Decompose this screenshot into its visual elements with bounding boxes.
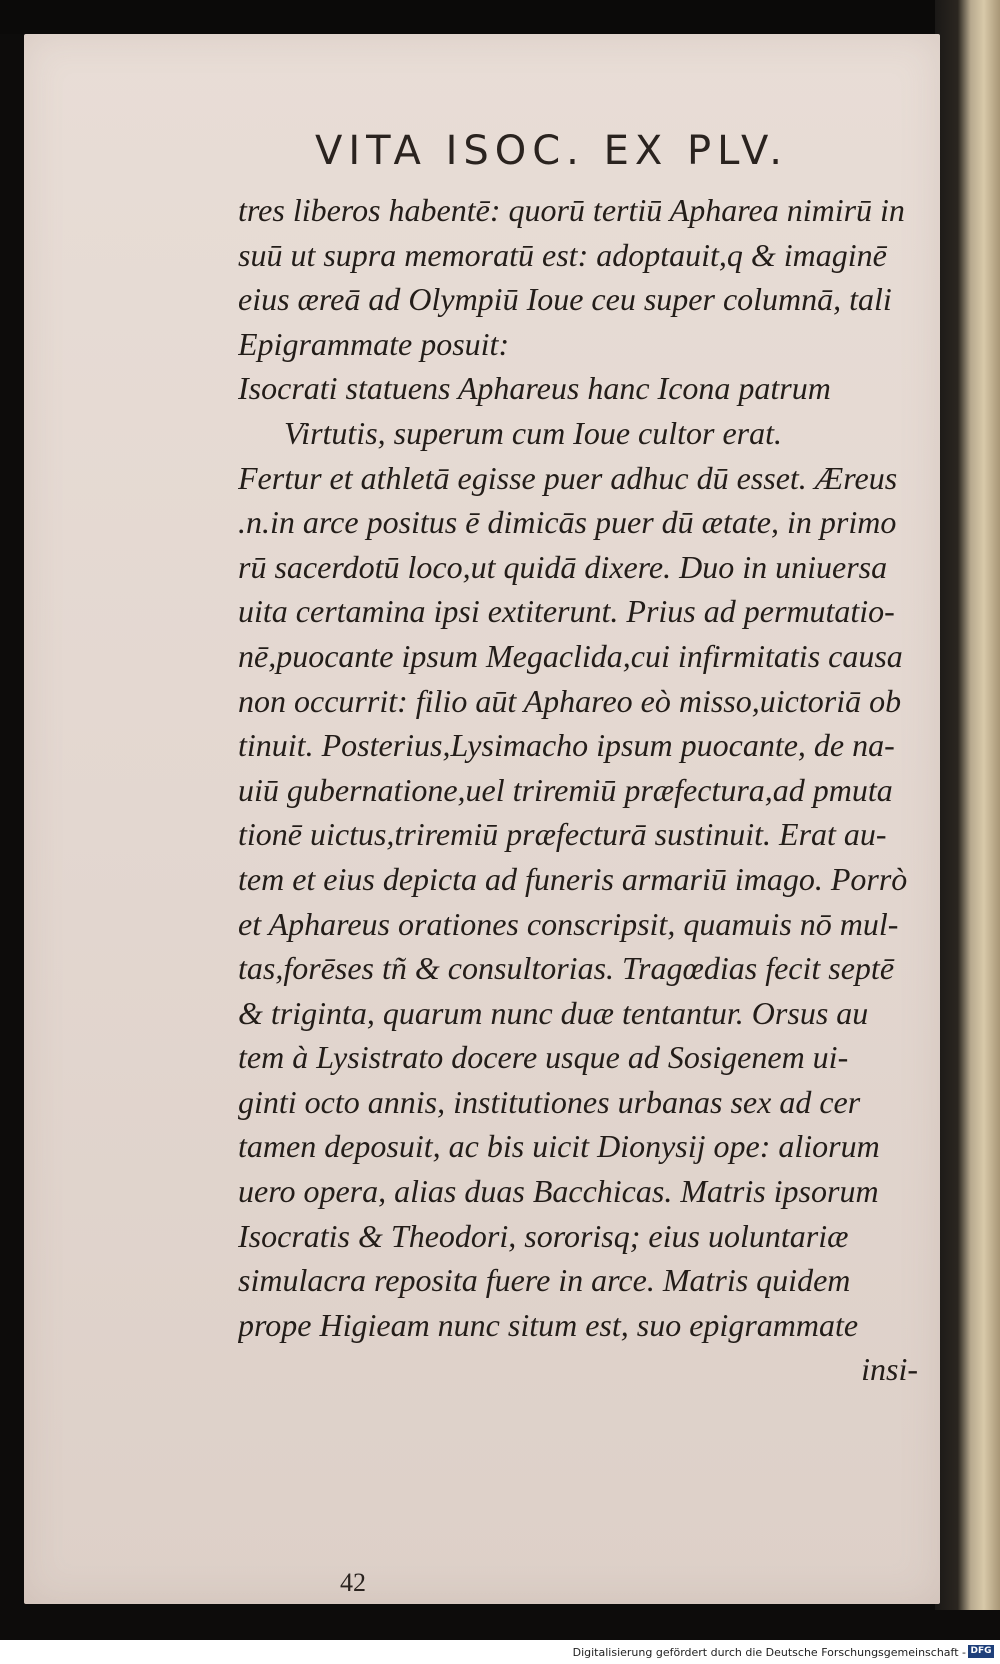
folio-number: 42 bbox=[340, 1568, 366, 1597]
catchword: insi- bbox=[861, 1351, 918, 1388]
dfg-logo: DFG bbox=[968, 1645, 994, 1658]
scan-top-edge bbox=[0, 0, 1000, 34]
text-line: Fertur et athletā egisse puer adhuc dū esset. Æreus bbox=[238, 459, 898, 496]
text-line: Isocratis & Theodori, sororisq; eius uoluntariæ bbox=[238, 1217, 849, 1254]
footer-credit: Digitalisierung gefördert durch die Deutsche Forschungsgemeinschaft - bbox=[572, 1646, 966, 1659]
text-line: uiū gubernatione,uel triremiū præfectura,ad pmuta bbox=[238, 771, 893, 808]
running-head: VITA ISOC. EX PLV. bbox=[315, 128, 788, 174]
text-line: tres liberos habentē: quorū tertiū Apharea nimirū in bbox=[238, 192, 905, 228]
text-line: tamen deposuit, ac bis uicit Dionysij ope: aliorum bbox=[238, 1128, 880, 1165]
book-fore-edge bbox=[935, 0, 1000, 1610]
text-line: non occurrit: filio aūt Aphareo eò misso,uictoriā ob bbox=[238, 682, 902, 719]
epigram-line: Isocrati statuens Aphareus hanc Icona patrum bbox=[238, 370, 831, 407]
text-line: tem et eius depicta ad funeris armariū imago. Porrò bbox=[238, 860, 908, 897]
text-line: prope Higieam nunc situm est, suo epigrammate bbox=[238, 1306, 859, 1343]
text-line: Epigrammate posuit: bbox=[238, 325, 510, 362]
text-line: tem à Lysistrato docere usque ad Sosigenem ui- bbox=[238, 1039, 849, 1076]
text-line: tinuit. Posterius,Lysimacho ipsum puocante, de na- bbox=[238, 727, 895, 764]
text-line: et Aphareus orationes conscripsit, quamuis nō mul- bbox=[238, 905, 899, 942]
text-line: tionē uictus,triremiū præfecturā sustinuit. Erat au- bbox=[238, 816, 887, 853]
page-body-text bbox=[238, 188, 918, 1392]
text-line: & triginta, quarum nunc duæ tentantur. Orsus au bbox=[238, 994, 869, 1031]
digitization-footer bbox=[0, 1640, 1000, 1664]
text-line: uita certamina ipsi extiterunt. Prius ad permutatio- bbox=[238, 593, 895, 630]
text-line: uero opera, alias duas Bacchicas. Matris ipsorum bbox=[238, 1173, 879, 1210]
epigram-line: Virtutis, superum cum Ioue cultor erat. bbox=[284, 414, 783, 451]
text-line: ginti octo annis, institutiones urbanas sex ad cer bbox=[238, 1083, 861, 1120]
text-line: nē,puocante ipsum Megaclida,cui infirmitatis causa bbox=[238, 637, 903, 674]
text-line: eius æreā ad Olympiū Ioue ceu super columnā, tali bbox=[238, 281, 892, 318]
text-line: tas,forēses tñ & consultorias. Tragœdias fecit septē bbox=[238, 950, 895, 987]
text-line: rū sacerdotū loco,ut quidā dixere. Duo in uniuersa bbox=[238, 548, 888, 585]
text-line: simulacra reposita fuere in arce. Matris quidem bbox=[238, 1262, 851, 1299]
text-line: suū ut supra memoratū est: adoptauit,q & imaginē bbox=[238, 236, 887, 273]
text-line: .n.in arce positus ē dimicās puer dū ætate, in primo bbox=[238, 504, 897, 541]
